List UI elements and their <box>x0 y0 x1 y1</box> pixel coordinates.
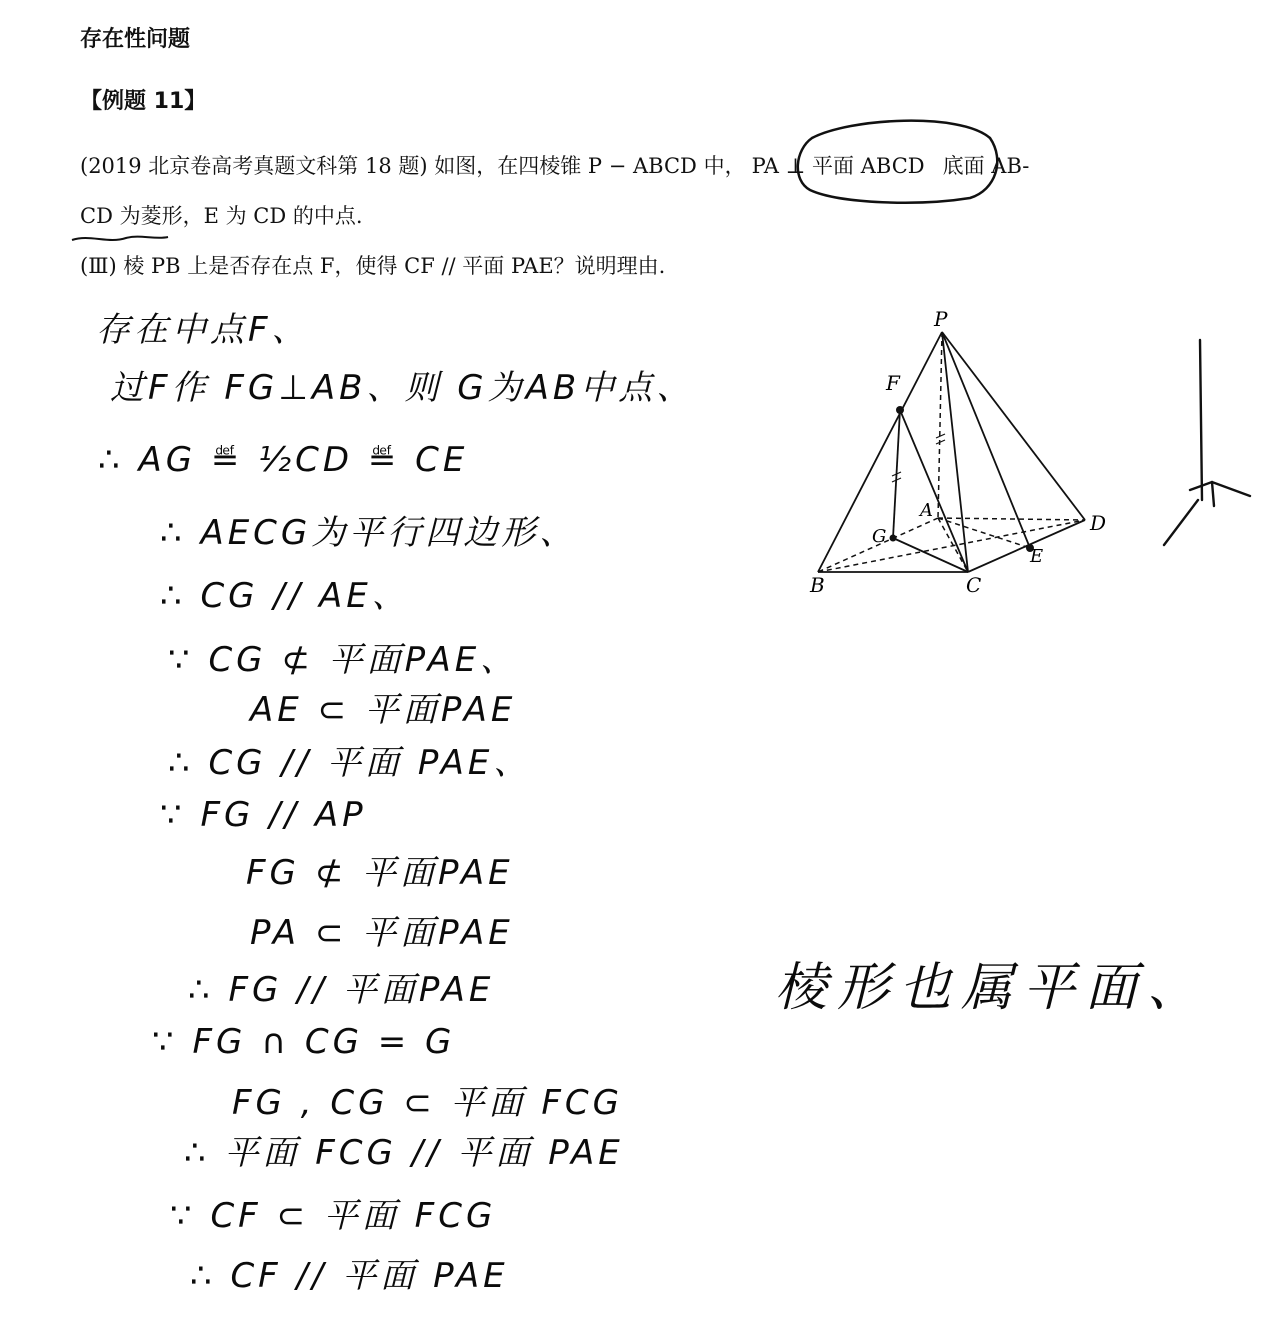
hand-line-5: ∴ CG // AE、 <box>160 576 410 616</box>
sketch-vertical-line <box>1200 340 1202 500</box>
hand-line-8: ∴ CG // 平面 PAE、 <box>168 743 532 783</box>
hand-line-10: FG ⊄ 平面PAE <box>246 853 514 893</box>
label-D: D <box>1090 511 1107 535</box>
side-note: 棱形也属平面、 <box>775 958 1210 1018</box>
label-C: C <box>966 573 982 597</box>
perpendicular-sketch <box>1150 330 1270 560</box>
hand-line-11: PA ⊂ 平面PAE <box>250 913 514 953</box>
edge-CD <box>968 520 1085 572</box>
sketch-right-angle <box>1190 482 1250 496</box>
edge-PC <box>942 332 968 572</box>
edge-AD <box>938 518 1085 520</box>
hand-line-17: ∴ CF // 平面 PAE <box>190 1256 509 1296</box>
hand-line-12: ∴ FG // 平面PAE <box>188 970 495 1010</box>
point-F <box>896 406 904 414</box>
edge-PE <box>942 332 1030 548</box>
hand-line-14: FG , CG ⊂ 平面 FCG <box>232 1083 623 1123</box>
problem-line-3: (Ⅲ) 棱 PB 上是否存在点 F，使得 CF // 平面 PAE？说明理由. <box>80 254 666 278</box>
example-label: 【例题 11】 <box>80 89 207 114</box>
hand-line-1: 存在中点F、 <box>96 310 310 350</box>
hand-line-2: 过F作 FG⊥AB、则 G为AB中点、 <box>110 368 695 408</box>
hand-line-13: ∵ FG ∩ CG = G <box>152 1022 456 1062</box>
edge-PD <box>942 332 1085 520</box>
label-A: A <box>920 500 933 521</box>
circle-mark <box>798 121 997 203</box>
hand-line-4: ∴ AECG为平行四边形、 <box>160 513 578 553</box>
label-P: P <box>934 307 948 331</box>
hand-line-15: ∴ 平面 FCG // 平面 PAE <box>184 1133 624 1173</box>
hand-line-9: ∵ FG // AP <box>160 795 367 835</box>
hand-line-3: ∴ AG ≝ ½CD ≝ CE <box>98 440 469 480</box>
point-G <box>890 535 897 542</box>
hand-line-6: ∵ CG ⊄ 平面PAE、 <box>168 640 519 680</box>
problem-line-1-end: 底面 AB- <box>942 154 1030 178</box>
sketch-right-angle-tick <box>1212 482 1214 506</box>
sketch-diagonal-line <box>1164 500 1198 545</box>
label-G: G <box>872 526 887 547</box>
edge-PA <box>938 332 942 518</box>
problem-line-2: CD 为菱形，E 为 CD 的中点. <box>80 204 363 228</box>
problem-line-1-start: (2019 北京卷高考真题文科第 18 题) 如图，在四棱锥 P − ABCD 中， <box>80 154 746 178</box>
wavy-underline <box>72 237 168 240</box>
label-E: E <box>1030 546 1044 567</box>
pen-marks <box>0 0 1280 300</box>
label-F: F <box>886 371 900 395</box>
circled-condition: PA ⊥ 平面 ABCD <box>751 154 925 178</box>
pyramid-figure <box>800 300 1130 610</box>
segment-FC <box>900 410 968 572</box>
section-title: 存在性问题 <box>80 27 191 52</box>
label-B: B <box>810 573 825 597</box>
tick-PA-2 <box>936 440 945 444</box>
hand-line-7: AE ⊂ 平面PAE <box>250 690 517 730</box>
hand-line-16: ∵ CF ⊂ 平面 FCG <box>170 1196 497 1236</box>
